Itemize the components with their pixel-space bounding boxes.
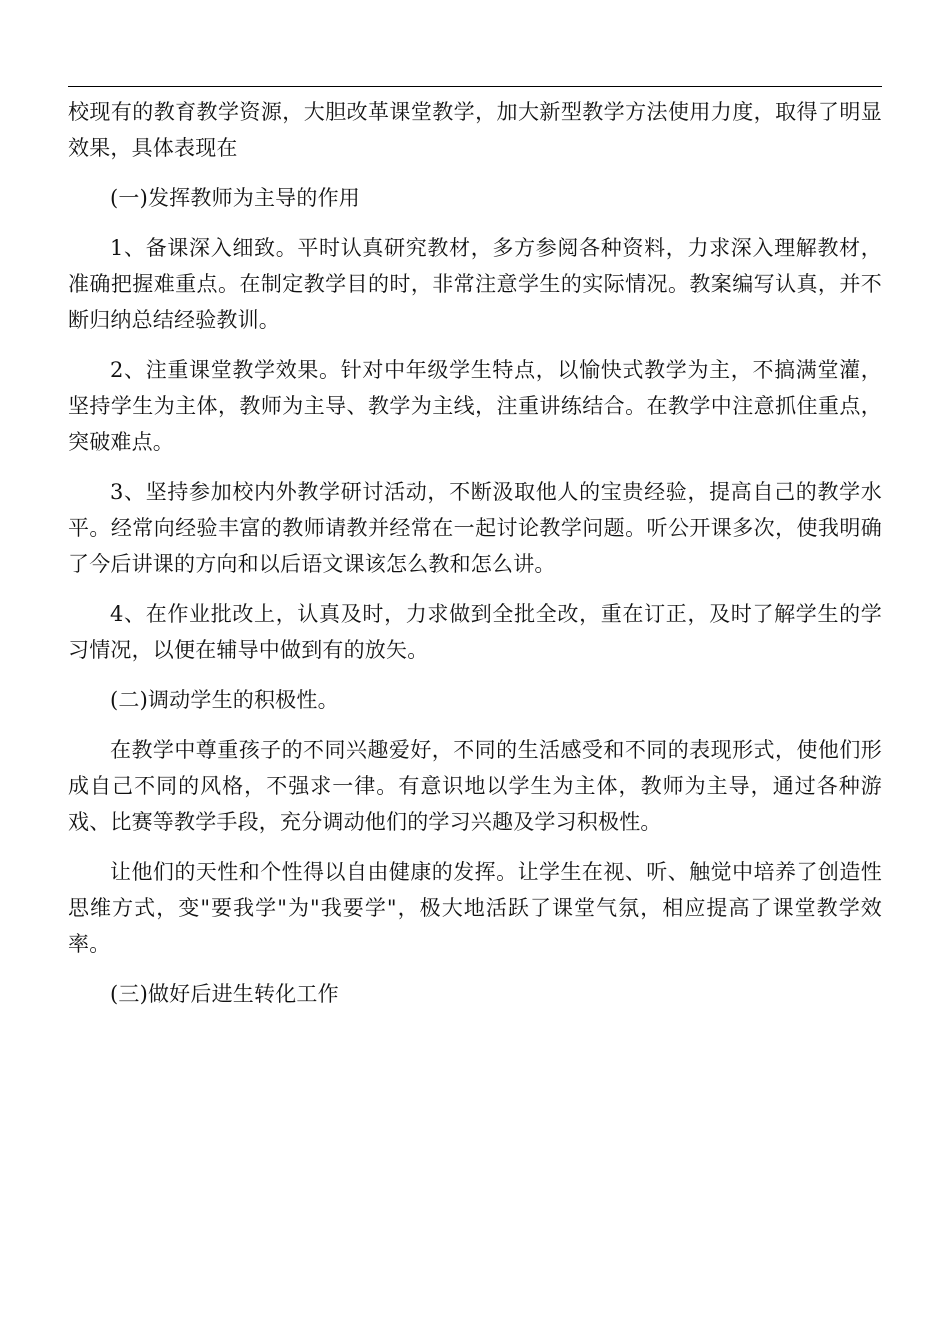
section-heading-3: (三)做好后进生转化工作 (110, 982, 339, 1006)
paragraph-item-1: 1、备课深入细致。平时认真研究教材，多方参阅各种资料，力求深入理解教材，准确把握难重点。在制定教学目的时，非常注意学生的实际情况。教案编写认真，并不断归纳总结经验教训。 (68, 236, 882, 332)
paragraph-body-2: 让他们的天性和个性得以自由健康的发挥。让学生在视、听、触觉中培养了创造性思维方式，变"要我学"为"我要学"，极大地活跃了课堂气氛，相应提高了课堂教学效率。 (68, 860, 882, 956)
section-heading-2: (二)调动学生的积极性。 (110, 688, 339, 712)
paragraph-item-3: 3、坚持参加校内外教学研讨活动，不断汲取他人的宝贵经验，提高自己的教学水平。经常向经验丰富的教师请教并经常在一起讨论教学问题。听公开课多次，使我明确了今后讲课的方向和以后语文课该怎么教和怎么讲。 (68, 480, 882, 576)
section-heading-1: (一)发挥教师为主导的作用 (110, 186, 360, 210)
body-text (68, 94, 882, 1026)
paragraph-item-2: 2、注重课堂教学效果。针对中年级学生特点，以愉快式教学为主，不搞满堂灌，坚持学生为主体，教师为主导、教学为主线，注重讲练结合。在教学中注意抓住重点，突破难点。 (68, 358, 882, 454)
paragraph-continuation: 校现有的教育教学资源，大胆改革课堂教学，加大新型教学方法使用力度，取得了明显效果，具体表现在 (68, 100, 882, 160)
header-rule (68, 86, 882, 87)
paragraph-item-4: 4、在作业批改上，认真及时，力求做到全批全改，重在订正，及时了解学生的学习情况，以便在辅导中做到有的放矢。 (68, 602, 882, 662)
paragraph-body-1: 在教学中尊重孩子的不同兴趣爱好，不同的生活感受和不同的表现形式，使他们形成自己不同的风格，不强求一律。有意识地以学生为主体，教师为主导，通过各种游戏、比赛等教学手段，充分调动他们的学习兴趣及学习积极性。 (68, 738, 882, 834)
